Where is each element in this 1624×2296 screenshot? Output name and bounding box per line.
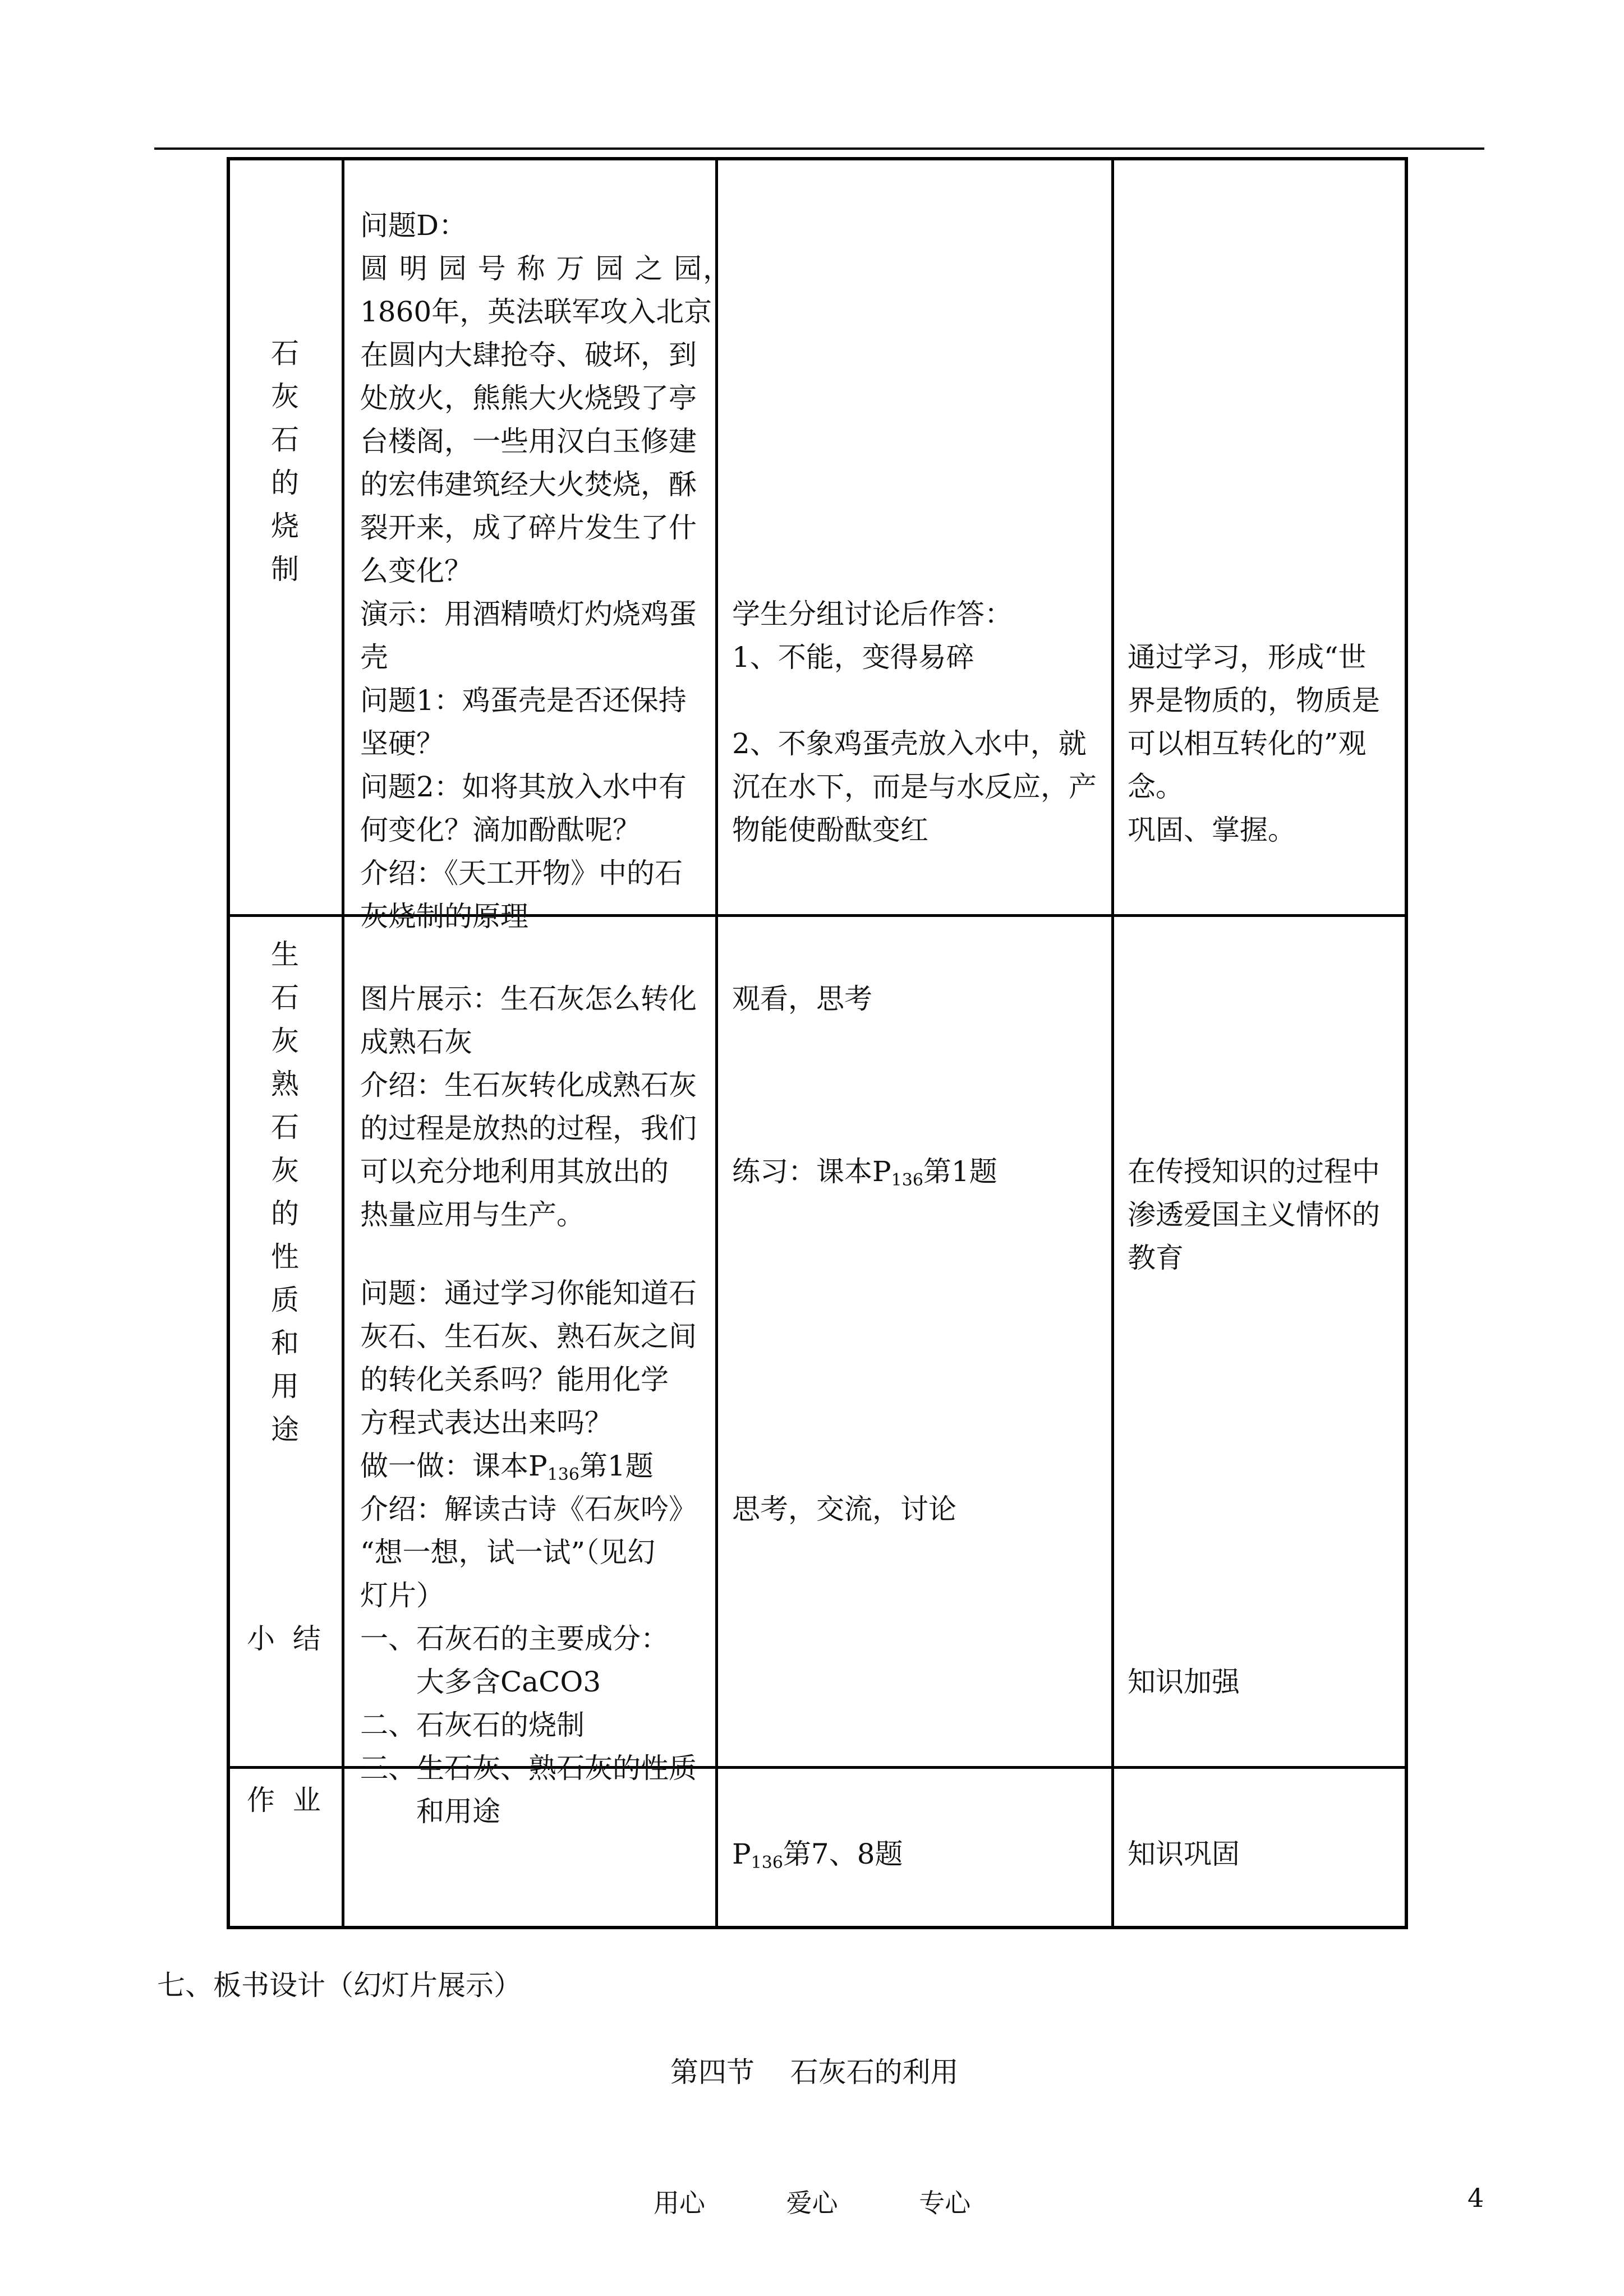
text-line: 巩固、掌握。: [1128, 814, 1296, 846]
text-line: 练习：课本$P_{136}$第1题: [732, 1155, 997, 1190]
text-line: 灰石、生石灰、熟石灰之间: [360, 1320, 697, 1353]
footer-motto: [654, 2183, 1043, 2220]
column-divider: [715, 160, 718, 1926]
text-line: 渗透爱国主义情怀的: [1128, 1198, 1380, 1231]
text-line: 教育: [1128, 1242, 1184, 1274]
text-line: 壳: [360, 641, 388, 674]
text-line: 么变化？: [360, 555, 472, 587]
stage-char: 灰: [271, 1154, 299, 1187]
stage-char: 制: [271, 553, 299, 585]
homework-assignment: $P_{136}$第7、8题: [732, 1838, 903, 1873]
text-line: 介绍：《天工开物》中的石: [360, 857, 683, 889]
text-line: 学生分组讨论后作答：: [732, 598, 1013, 630]
text-line: 通过学习，形成“世: [1128, 641, 1367, 674]
text-line: 裂开来，成了碎片发生了什: [360, 511, 697, 544]
stage-label-limestone-burning: [268, 332, 302, 591]
stage-char: 石: [271, 1111, 299, 1144]
stage-char: 性: [271, 1241, 299, 1273]
text-line: 处放火，熊熊大火烧毁了亭: [360, 382, 697, 414]
text-line: 问题D：: [360, 209, 467, 242]
stage-char: 烧: [271, 510, 299, 542]
stage-label-homework: 作 业: [247, 1784, 321, 1816]
stage-char: 生: [271, 938, 299, 971]
text-line: 成熟石灰: [360, 1026, 472, 1058]
text-line: 坚硬？: [360, 727, 444, 760]
text-line: 念。: [1128, 771, 1184, 803]
summary-intent: 知识加强: [1128, 1666, 1240, 1698]
text-line: 2、不象鸡蛋壳放入水中，就: [732, 727, 1087, 760]
text-line: 的过程是放热的过程，我们: [360, 1112, 697, 1145]
text-line: 界是物质的，物质是: [1128, 684, 1380, 717]
stage-char: 用: [271, 1370, 299, 1403]
text-line: 介绍：解读古诗《石灰吟》: [360, 1493, 697, 1525]
page-number: 4: [1467, 2183, 1484, 2213]
text-line: 和用途: [416, 1795, 500, 1828]
text-line: 问题1：鸡蛋壳是否还保持: [360, 684, 687, 717]
text-line: 可以相互转化的”观: [1128, 727, 1367, 760]
stage-char: 石: [271, 337, 299, 370]
text-line: “想一想，试一试”（见幻: [360, 1536, 656, 1569]
text-line: 热量应用与生产。: [360, 1198, 585, 1231]
homework-intent: 知识巩固: [1128, 1838, 1240, 1870]
text-line: 介绍：生石灰转化成熟石灰: [360, 1069, 697, 1101]
text-line: 的宏伟建筑经大火焚烧，酥: [360, 468, 697, 501]
text-line: 思考，交流，讨论: [732, 1493, 956, 1525]
text-line: 的转化关系吗？能用化学: [360, 1363, 669, 1396]
text-line: 观看，思考: [732, 983, 872, 1015]
text-line: 沉在水下，而是与水反应，产: [732, 771, 1097, 803]
stage-char: 的: [271, 1197, 299, 1230]
text-line: 大多含CaCO3: [416, 1666, 601, 1698]
text-line: 圆 明 园 号 称 万 园 之 园，: [360, 252, 733, 285]
column-divider: [342, 160, 344, 1926]
text-line: 方程式表达出来吗？: [360, 1407, 613, 1439]
footer-motto-word: 爱心: [786, 2188, 838, 2218]
stage-char: 和: [271, 1327, 299, 1359]
stage-label-summary: 小 结: [247, 1622, 321, 1655]
text-line: 做一做：课本$P_{136}$第1题: [360, 1450, 654, 1484]
text-line: 1860年，英法联军攻入北京: [360, 296, 712, 328]
text-line: 问题：通过学习你能知道石: [360, 1277, 697, 1310]
text-line: 灯片）: [360, 1579, 444, 1612]
column-divider: [1111, 160, 1114, 1926]
text-line: 一、石灰石的主要成分：: [360, 1622, 669, 1655]
text-line: 1、不能，变得易碎: [732, 641, 974, 674]
stage-char: 途: [271, 1413, 299, 1446]
text-line: 演示：用酒精喷灯灼烧鸡蛋: [360, 598, 697, 630]
stage-char: 质: [271, 1284, 299, 1316]
header-rule: [154, 147, 1484, 150]
text-line: 图片展示：生石灰怎么转化: [360, 983, 697, 1015]
text-line: 灰烧制的原理: [360, 900, 528, 933]
stage-char: 石: [271, 981, 299, 1014]
section-heading: 七、板书设计（幻灯片展示）: [157, 1969, 522, 2002]
stage-char: 石: [271, 423, 299, 456]
text-line: 二、石灰石的烧制: [360, 1709, 585, 1741]
text-line: 物能使酚酞变红: [732, 814, 928, 846]
stage-char: 熟: [271, 1068, 299, 1100]
board-design-title: 第四节 石灰石的利用: [670, 2056, 959, 2088]
text-line: 台楼阁，一些用汉白玉修建: [360, 425, 697, 458]
text-line: 三、生石灰、熟石灰的性质: [360, 1752, 697, 1785]
stage-char: 灰: [271, 380, 299, 413]
text-line: 问题2：如将其放入水中有: [360, 771, 687, 803]
text-line: 在传授知识的过程中: [1128, 1155, 1380, 1188]
stage-label-quicklime-slaked-lime: [268, 933, 302, 1451]
text-line: 可以充分地利用其放出的: [360, 1155, 669, 1188]
stage-char: 的: [271, 467, 299, 499]
stage-char: 灰: [271, 1025, 299, 1057]
text-line: 何变化？滴加酚酞呢？: [360, 814, 641, 846]
footer-motto-word: 专心: [919, 2188, 971, 2218]
footer-motto-word: 用心: [654, 2188, 705, 2218]
text-line: 在圆内大肆抢夺、破坏，到: [360, 339, 697, 371]
